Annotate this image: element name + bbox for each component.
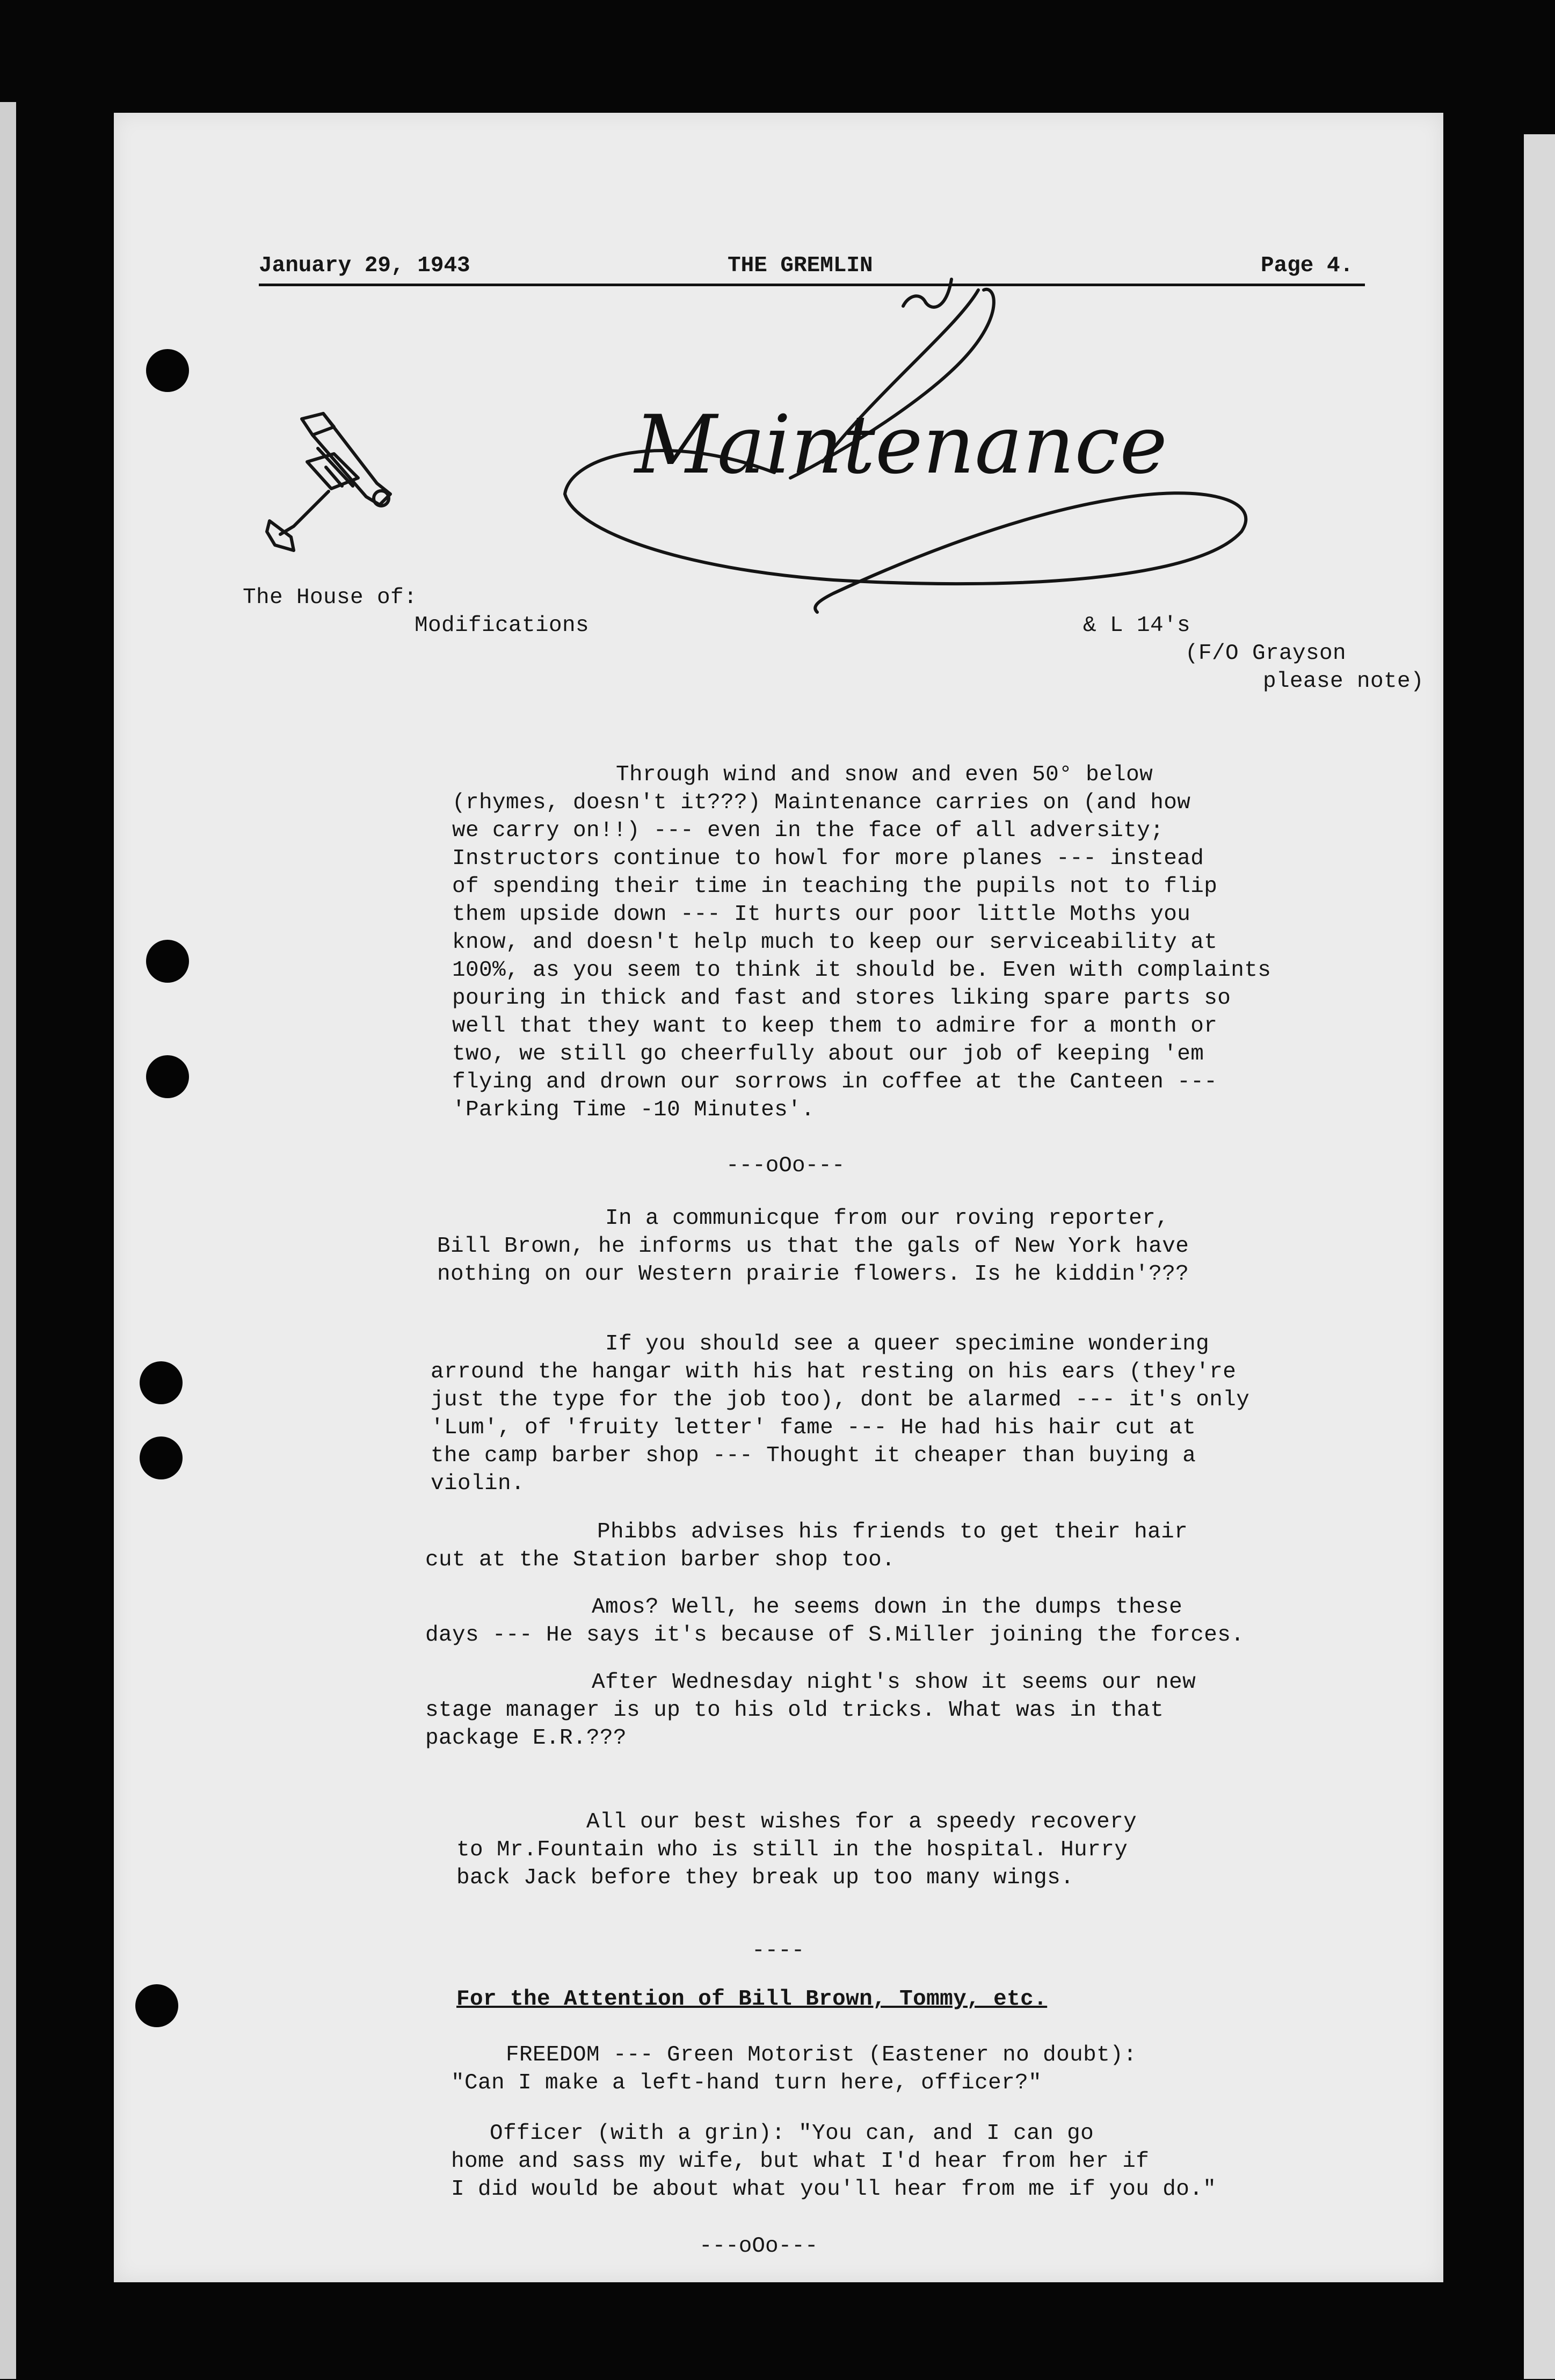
paragraph-line: arround the hangar with his hat resting on his ears (they're [431, 1360, 1237, 1384]
paragraph-line: nothing on our Western prairie flowers. Is he kiddin'??? [437, 1262, 1189, 1287]
newsletter-name: THE GREMLIN [728, 253, 873, 278]
paragraph-line: package E.R.??? [425, 1726, 627, 1751]
issue-date: January 29, 1943 [259, 253, 470, 278]
section-separator: ---oOo--- [726, 1153, 845, 1178]
paragraph-line: cut at the Station barber shop too. [425, 1548, 896, 1572]
paragraph-line: 100%, as you seem to think it should be. Even with complaints [452, 958, 1271, 983]
house-of-label: The House of: [243, 585, 418, 610]
joke-line: Officer (with a grin): "You can, and I can go [490, 2121, 1094, 2146]
paragraph-line: well that they want to keep them to admire for a month or [452, 1014, 1218, 1039]
biplane-drawing-icon [243, 403, 404, 553]
joke-line: FREEDOM --- Green Motorist (Eastener no doubt): [506, 2043, 1137, 2067]
adjacent-page-edge-left [0, 102, 16, 2379]
paragraph-line: 'Lum', of 'fruity letter' fame --- He had his hair cut at [431, 1416, 1196, 1440]
paragraph-line: of spending their time in teaching the pupils not to flip [452, 874, 1218, 899]
paragraph-line: Instructors continue to howl for more planes --- instead [452, 846, 1204, 871]
section-separator: ---- [752, 1939, 805, 1963]
grayson-note-1: (F/O Grayson [1185, 641, 1347, 666]
paragraph-line: stage manager is up to his old tricks. What was in that [425, 1698, 1164, 1723]
joke-line: "Can I make a left-hand turn here, officer?" [451, 2071, 1042, 2095]
paragraph-line: know, and doesn't help much to keep our serviceability at [452, 930, 1218, 955]
paragraph-line: In a communicque from our roving reporter, [605, 1206, 1169, 1231]
paragraph-line: After Wednesday night's show it seems our new [592, 1670, 1196, 1695]
paragraph-line: flying and drown our sorrows in coffee at the Canteen --- [452, 1070, 1218, 1094]
modifications-label: Modifications [415, 613, 590, 638]
page-number: Page 4. [1261, 253, 1354, 278]
newsletter-page [114, 113, 1443, 2282]
attention-heading: For the Attention of Bill Brown, Tommy, etc. [456, 1987, 1048, 2012]
paragraph-line: pouring in thick and fast and stores liking spare parts so [452, 986, 1231, 1011]
paragraph-line: just the type for the job too), dont be alarmed --- it's only [431, 1388, 1250, 1412]
paragraph-line: Phibbs advises his friends to get their hair [597, 1520, 1188, 1544]
paragraph-line: Bill Brown, he informs us that the gals of New York have [437, 1234, 1189, 1259]
paragraph-line: to Mr.Fountain who is still in the hospital. Hurry [456, 1838, 1128, 1862]
binder-hole [135, 1984, 178, 2027]
paragraph-line: 'Parking Time -10 Minutes'. [452, 1098, 815, 1122]
binder-hole [140, 1436, 183, 1479]
paragraph-line: Amos? Well, he seems down in the dumps these [592, 1595, 1183, 1620]
paragraph-line: violin. [431, 1471, 525, 1496]
paragraph-line: the camp barber shop --- Thought it cheaper than buying a [431, 1443, 1196, 1468]
paragraph-line: All our best wishes for a speedy recovery [586, 1810, 1137, 1834]
paragraph-line: days --- He says it's because of S.Miller joining the forces. [425, 1623, 1245, 1648]
paragraph-line: (rhymes, doesn't it???) Maintenance carries on (and how [452, 790, 1191, 815]
paragraph-line: Through wind and snow and even 50° below [616, 763, 1153, 787]
paragraph-line: two, we still go cheerfully about our job of keeping 'em [452, 1042, 1204, 1066]
binder-hole [146, 940, 189, 983]
binder-hole [140, 1361, 183, 1404]
paragraph-line: back Jack before they break up too many wings. [456, 1866, 1074, 1890]
binder-hole [146, 349, 189, 392]
grayson-note-2: please note) [1263, 669, 1425, 694]
joke-line: home and sass my wife, but what I'd hear from her if [451, 2149, 1150, 2174]
paragraph-line: If you should see a queer specimine wondering [605, 1332, 1210, 1356]
paragraph-line: we carry on!!) --- even in the face of all adversity; [452, 818, 1164, 843]
l14-label: & L 14's [1083, 613, 1191, 638]
joke-line: I did would be about what you'll hear from me if you do." [451, 2177, 1217, 2202]
section-separator: ---oOo--- [699, 2234, 818, 2259]
adjacent-page-edge-right [1524, 134, 1555, 2379]
svg-text:Maintenance: Maintenance [635, 398, 1168, 492]
paragraph-line: them upside down --- It hurts our poor little Moths you [452, 902, 1191, 927]
binder-hole [146, 1055, 189, 1098]
